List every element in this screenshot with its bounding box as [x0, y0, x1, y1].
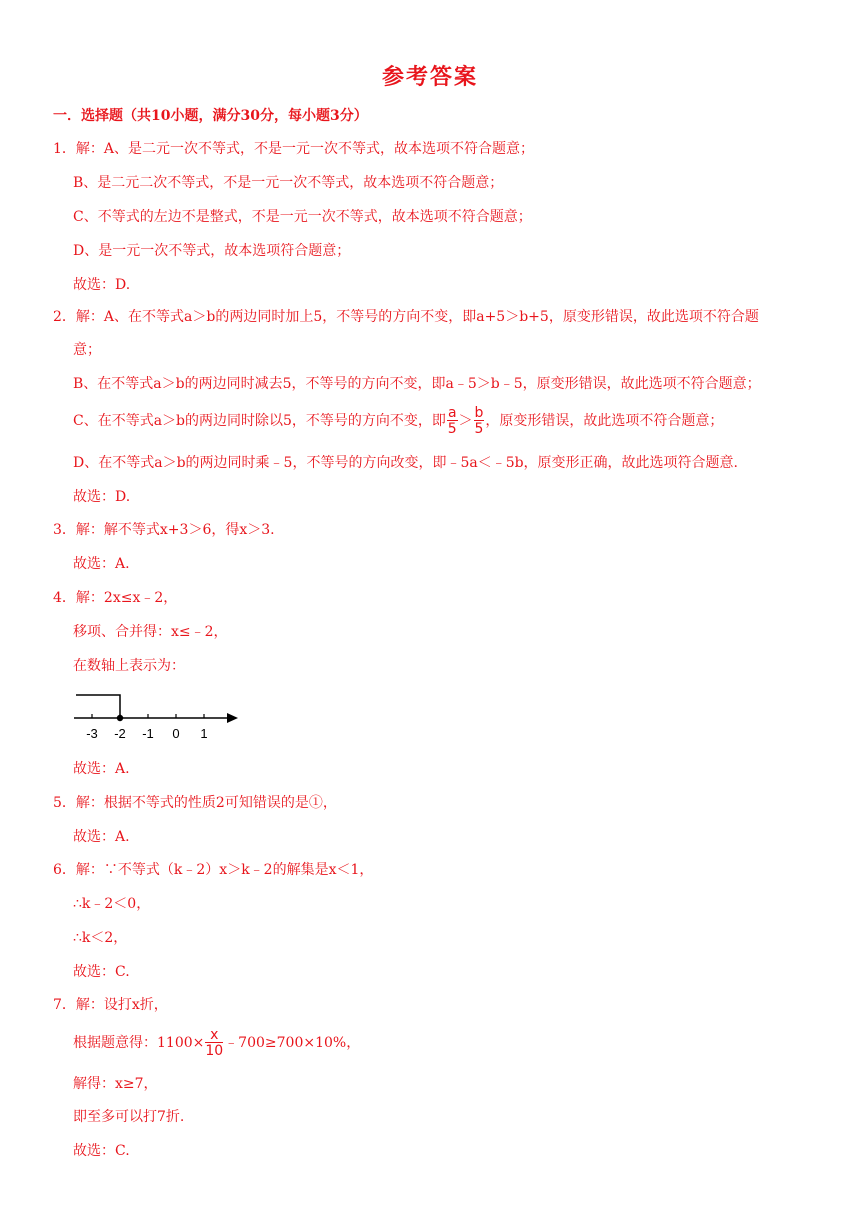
fraction-numerator: a [447, 405, 457, 421]
q4-line-3: 在数轴上表示为： [73, 658, 185, 674]
q6-line-3: ∴k＜2， [73, 930, 128, 946]
tick-label: 1 [200, 726, 208, 741]
q6-answer: 故选：C. [73, 964, 130, 980]
q4-line-2: 移项、合并得：x≤﹣2， [73, 624, 228, 640]
tick-label: -2 [114, 726, 126, 741]
q7-line-4: 即至多可以打7折. [73, 1109, 185, 1125]
q2-line-3-text-b: ，原变形错误，故此选项不符合题意； [485, 413, 724, 429]
page-title: 参考答案 [381, 64, 478, 90]
q2-answer: 故选：D. [73, 489, 131, 505]
q7-line-2-text-a: 根据题意得：1100× [73, 1035, 205, 1051]
fraction-a-over-5 [447, 406, 458, 436]
fraction-denominator: 5 [447, 421, 457, 437]
q2-line-1-cont: 意； [73, 342, 101, 358]
q3-answer: 故选：A. [73, 556, 130, 572]
section-heading: 一．选择题（共10小题，满分30分，每小题3分） [53, 108, 368, 124]
q7-line-2 [73, 1027, 360, 1059]
q7-answer: 故选：C. [73, 1143, 130, 1159]
tick-label: -1 [142, 726, 154, 741]
number-line-diagram [70, 688, 250, 746]
q7-line-2-text-b: ﹣700≥700×10%， [224, 1035, 361, 1051]
q7-line-1: 7．解：设打x折， [53, 997, 168, 1013]
q4-line-1: 4．解：2x≤x﹣2， [53, 590, 178, 606]
q2-line-3 [73, 406, 723, 436]
q6-line-1: 6．解：∵不等式（k﹣2）x＞k﹣2的解集是x＜1， [53, 862, 374, 878]
q2-line-3-text-a: C、在不等式a＞b的两边同时除以5，不等号的方向不变，即 [73, 413, 446, 429]
fraction-denominator: 5 [474, 421, 484, 437]
q3-line-1: 3．解：解不等式x+3＞6，得x＞3. [53, 522, 275, 538]
q1-line-1: 1．解：A、是二元一次不等式，不是一元一次不等式，故本选项不符合题意； [53, 141, 535, 157]
fraction-b-over-5 [474, 406, 485, 436]
greater-than-sign: ＞ [458, 413, 473, 429]
q1-answer: 故选：D. [73, 277, 131, 293]
q1-line-4: D、是一元一次不等式，故本选项符合题意； [73, 243, 351, 259]
q5-answer: 故选：A. [73, 829, 130, 845]
solution-ray [76, 695, 120, 718]
fraction-numerator: b [474, 405, 484, 421]
fraction-denominator: 10 [205, 1043, 224, 1059]
q2-line-2: B、在不等式a＞b的两边同时减去5，不等号的方向不变，即a﹣5＞b﹣5，原变形错误，故此选项不符合题意； [73, 376, 761, 392]
tick-label: 0 [172, 726, 180, 741]
tick-label: -3 [86, 726, 98, 741]
q1-line-2: B、是二元二次不等式，不是一元一次不等式，故本选项不符合题意； [73, 175, 504, 191]
q7-line-3: 解得：x≥7， [73, 1076, 158, 1092]
q4-answer: 故选：A. [73, 761, 130, 777]
fraction-numerator: x [210, 1027, 219, 1043]
q2-line-1: 2．解：A、在不等式a＞b的两边同时加上5，不等号的方向不变，即a+5＞b+5，原变形错误，故此选项不符合题 [53, 309, 759, 325]
q5-line-1: 5．解：根据不等式的性质2可知错误的是①， [53, 795, 337, 811]
solid-endpoint-dot [117, 715, 123, 721]
fraction-x-over-10 [205, 1028, 223, 1058]
q1-line-3: C、不等式的左边不是整式，不是一元一次不等式，故本选项不符合题意； [73, 209, 532, 225]
q6-line-2: ∴k﹣2＜0， [73, 896, 151, 912]
q2-line-4: D、在不等式a＞b的两边同时乘﹣5，不等号的方向改变，即﹣5a＜﹣5b，原变形正确，故此选项符合题意. [73, 455, 739, 471]
axis-arrow-icon [227, 713, 238, 723]
